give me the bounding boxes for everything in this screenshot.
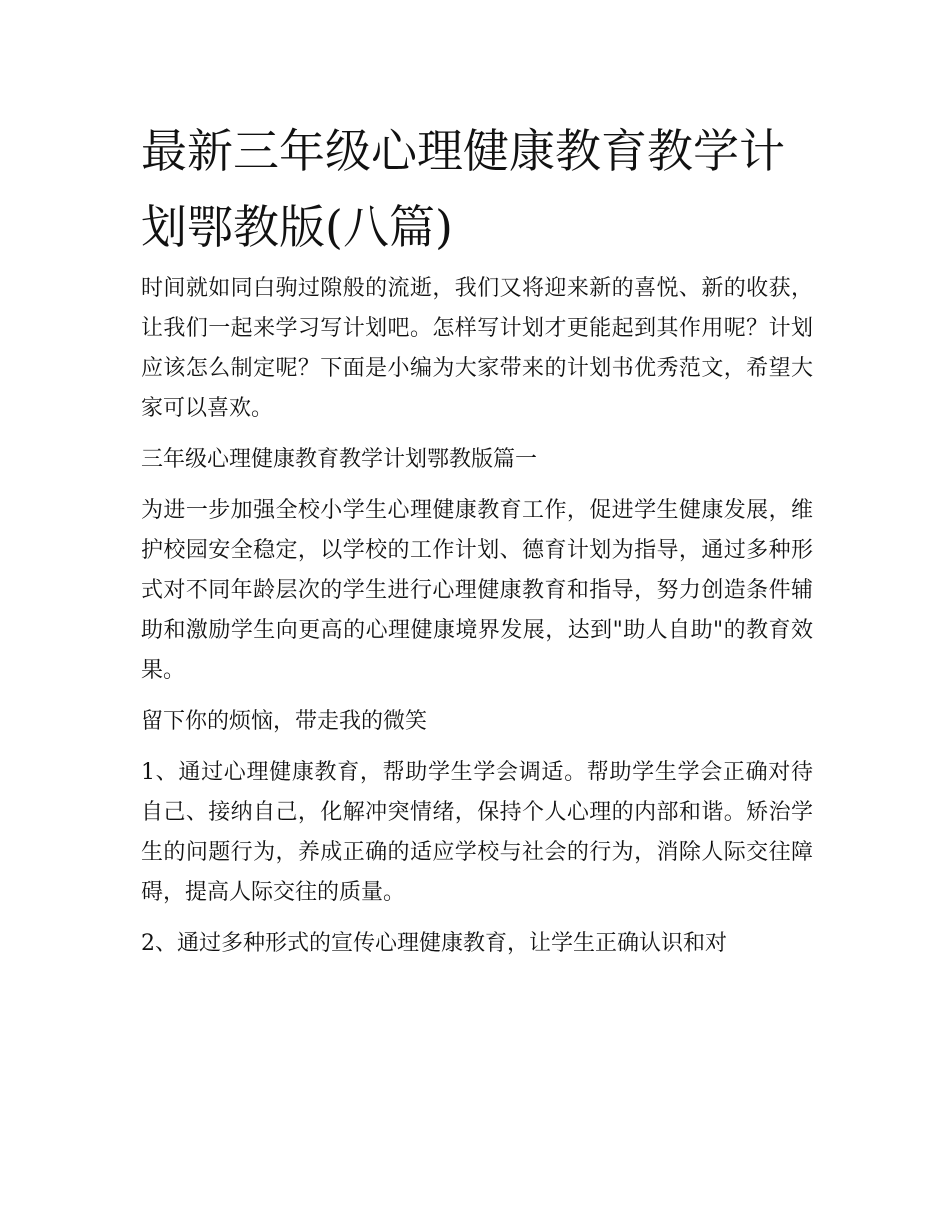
document-body — [141, 113, 813, 975]
list-item: 2、通过多种形式的宣传心理健康教育，让学生正确认识和对 — [141, 931, 727, 956]
list-item: 1、通过心理健康教育，帮助学生学会调适。帮助学生学会正确对待自己、接纳自己，化解冲突情绪，保持个人心理的内部和谐。矫治学生的问题行为，养成正确的适应学校与社会的行为，消除人际交往障碍，提高人际交往的质量。 — [141, 760, 813, 905]
body-paragraph: 为进一步加强全校小学生心理健康教育工作，促进学生健康发展，维护校园安全稳定，以学校的工作计划、德育计划为指导，通过多种形式对不同年龄层次的学生进行心理健康教育和指导，努力创造条件辅助和激励学生向更高的心理健康境界发展，达到"助人自助"的教育效果。 — [141, 498, 813, 683]
section-heading: 三年级心理健康教育教学计划鄂教版篇一 — [141, 447, 538, 472]
slogan-line: 留下你的烦恼，带走我的微笑 — [141, 709, 428, 734]
intro-paragraph: 时间就如同白驹过隙般的流逝，我们又将迎来新的喜悦、新的收获，让我们一起来学习写计划吧。怎样写计划才更能起到其作用呢？计划应该怎么制定呢？下面是小编为大家带来的计划书优秀范文，希望大家可以喜欢。 — [141, 276, 813, 421]
document-title: 最新三年级心理健康教育教学计划鄂教版(八篇) — [141, 124, 785, 254]
